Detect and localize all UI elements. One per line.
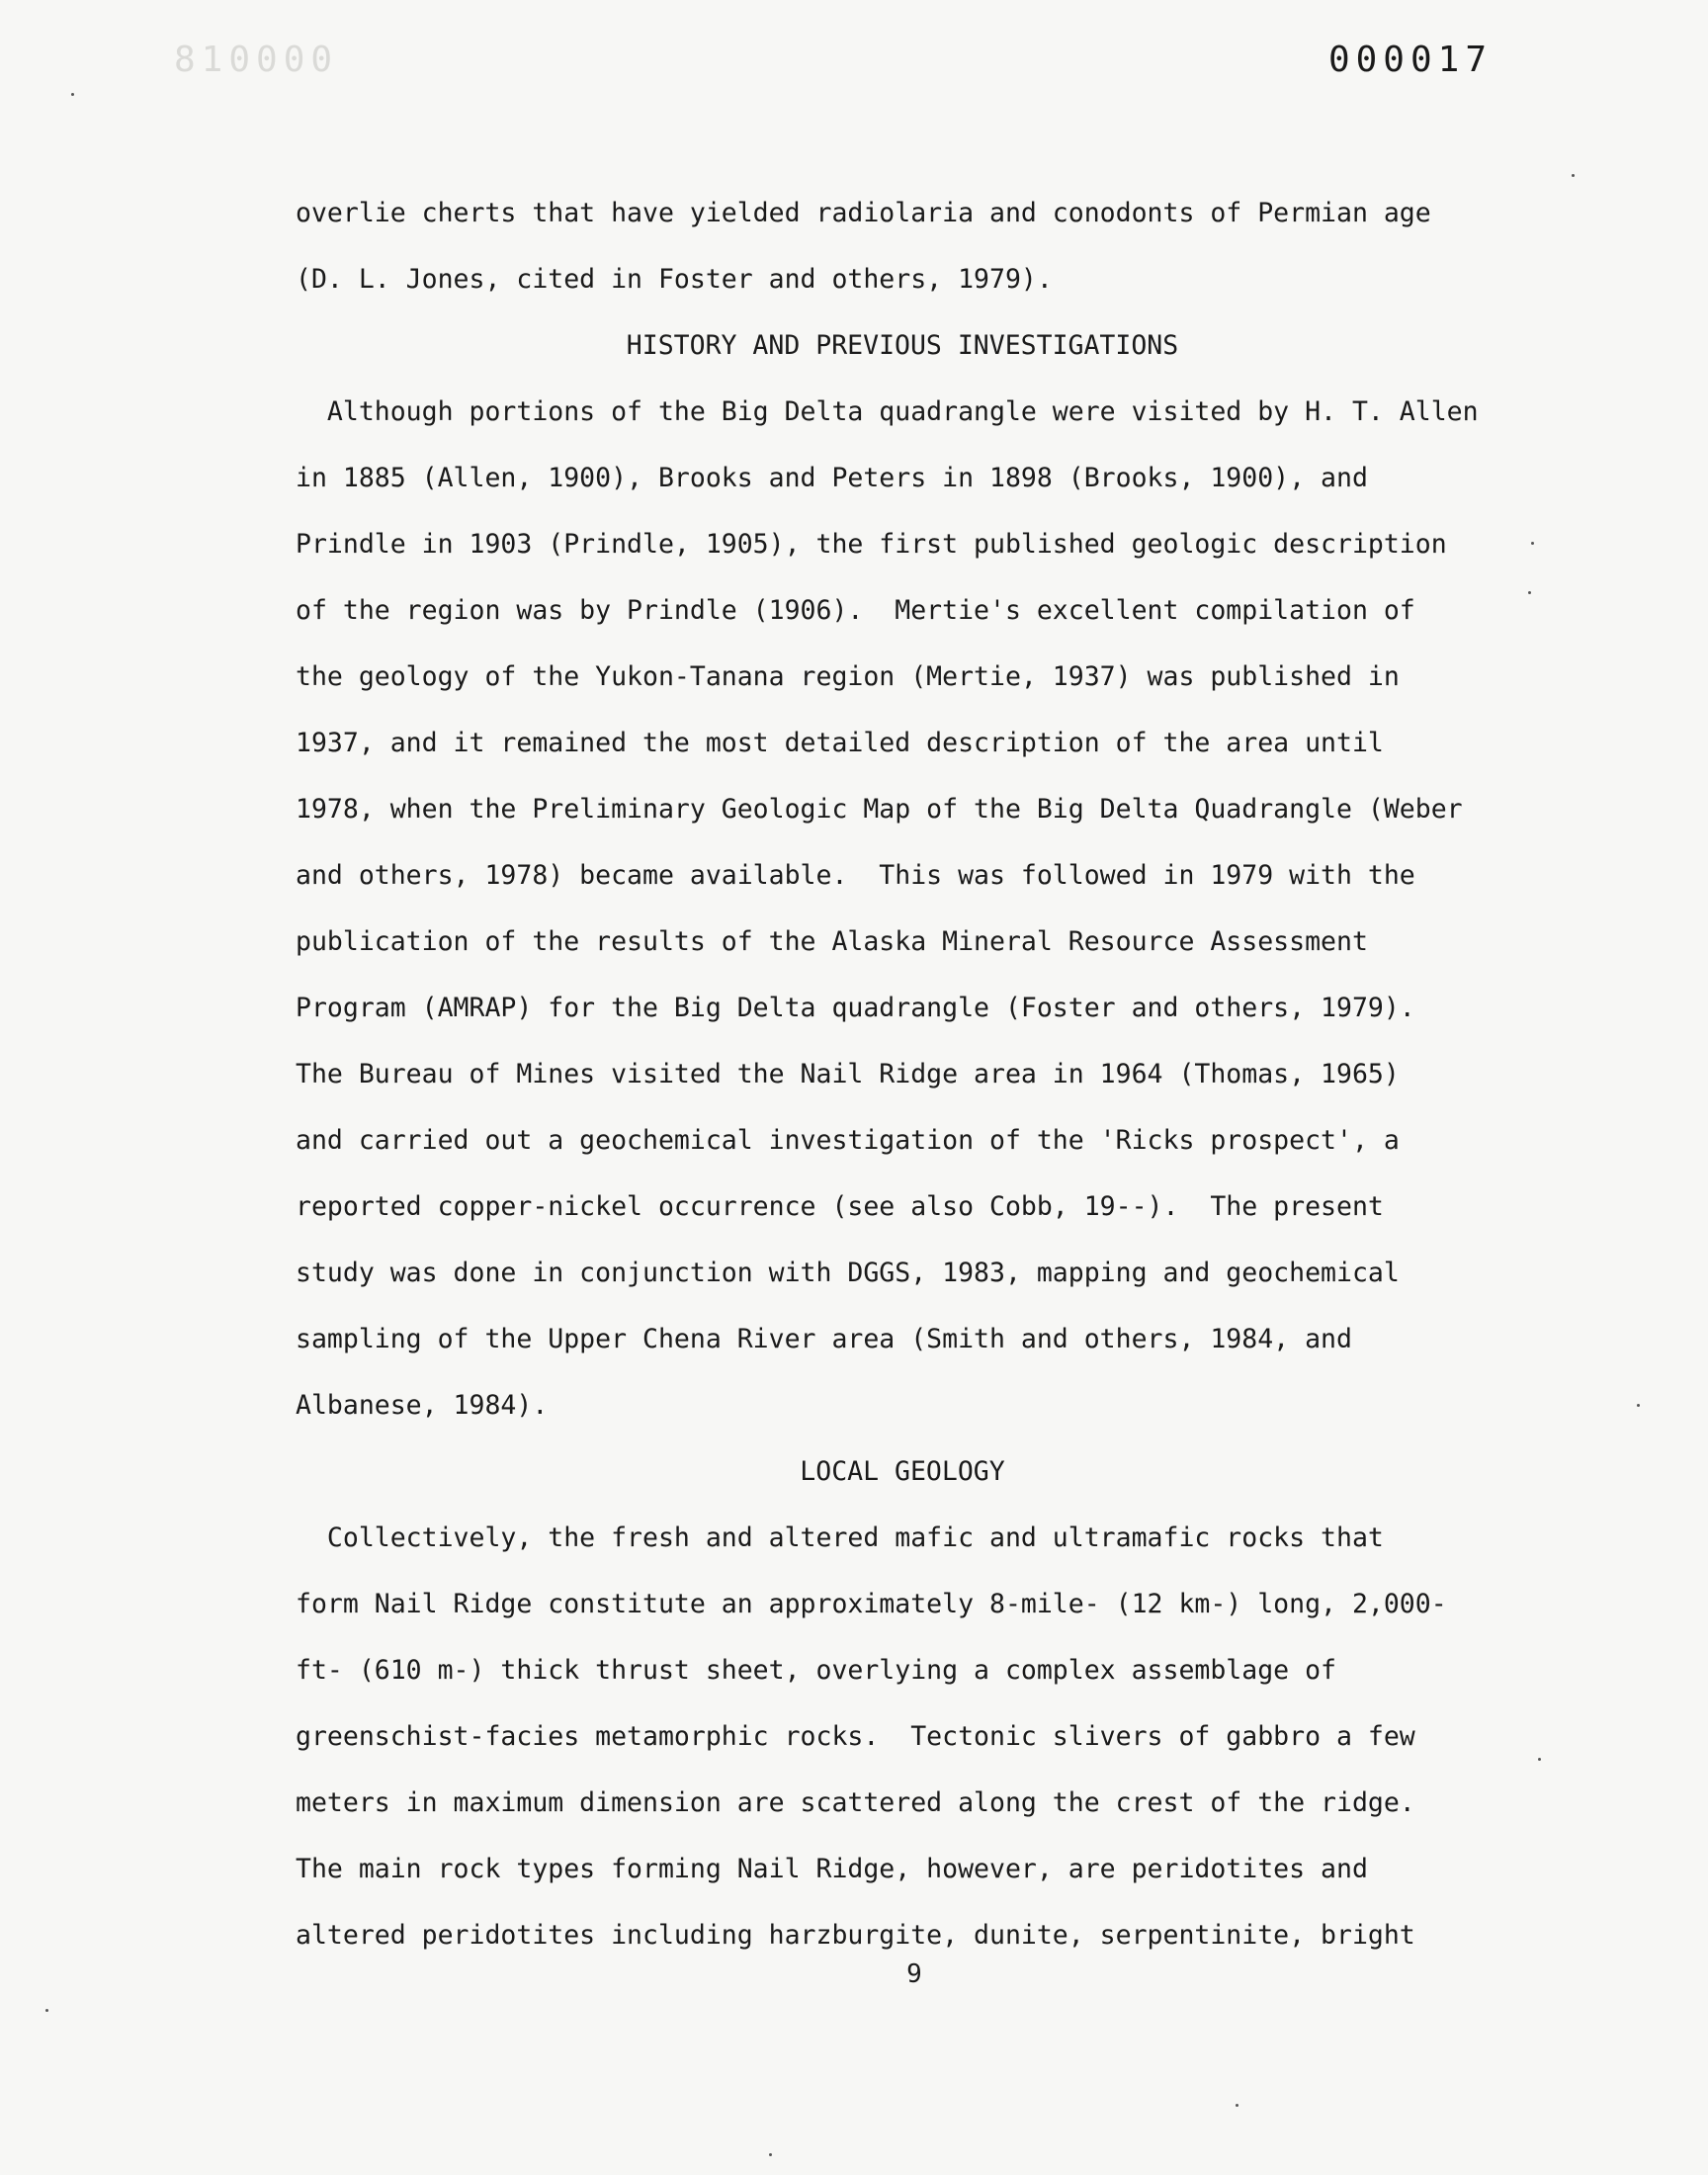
text-line: 1978, when the Preliminary Geologic Map of the Big Delta Quadrangle (Weber: [296, 794, 1463, 825]
text-line: Program (AMRAP) for the Big Delta quadrangle (Foster and others, 1979).: [296, 993, 1415, 1023]
text-line: sampling of the Upper Chena River area (Smith and others, 1984, and: [296, 1324, 1352, 1354]
section-heading: HISTORY AND PREVIOUS INVESTIGATIONS: [626, 330, 1179, 361]
page-number: 9: [906, 1959, 922, 1989]
text-line: altered peridotites including harzburgite, dunite, serpentinite, bright: [296, 1920, 1415, 1951]
text-line: Albanese, 1984).: [296, 1390, 549, 1421]
scan-speck: [1528, 591, 1531, 594]
document-number: 000017: [1327, 40, 1493, 80]
text-line: 1937, and it remained the most detailed description of the area until: [296, 728, 1384, 758]
scan-speck: [45, 2009, 48, 2012]
text-line: publication of the results of the Alaska Mineral Resource Assessment: [296, 926, 1368, 957]
text-line: and carried out a geochemical investigation of the 'Ricks prospect', a: [296, 1125, 1400, 1156]
bleed-through-document-number: 810000: [174, 40, 339, 80]
text-line: greenschist-facies metamorphic rocks. Tectonic slivers of gabbro a few: [296, 1721, 1415, 1752]
text-line: overlie cherts that have yielded radiolaria and conodonts of Permian age: [296, 198, 1431, 228]
text-line: of the region was by Prindle (1906). Mertie's excellent compilation of: [296, 595, 1415, 626]
text-line: ft- (610 m-) thick thrust sheet, overlying a complex assemblage of: [296, 1655, 1336, 1686]
scan-speck: [1538, 1758, 1541, 1761]
section-heading: LOCAL GEOLOGY: [800, 1456, 1005, 1487]
scan-speck: [71, 93, 74, 96]
text-line: reported copper-nickel occurrence (see also Cobb, 19--). The present: [296, 1191, 1384, 1222]
text-line: (D. L. Jones, cited in Foster and others, 1979).: [296, 264, 1053, 295]
scan-speck: [1531, 542, 1534, 545]
scan-speck: [769, 2153, 772, 2156]
scan-speck: [1637, 1404, 1640, 1407]
scan-speck: [1236, 2104, 1238, 2107]
body-text: [296, 180, 1541, 1968]
text-line: in 1885 (Allen, 1900), Brooks and Peters in 1898 (Brooks, 1900), and: [296, 463, 1368, 493]
text-line: Although portions of the Big Delta quadrangle were visited by H. T. Allen: [296, 396, 1479, 427]
text-line: the geology of the Yukon-Tanana region (Mertie, 1937) was published in: [296, 661, 1400, 692]
text-line: study was done in conjunction with DGGS, 1983, mapping and geochemical: [296, 1258, 1400, 1288]
text-line: and others, 1978) became available. This was followed in 1979 with the: [296, 860, 1415, 891]
text-line: Prindle in 1903 (Prindle, 1905), the first published geologic description: [296, 529, 1447, 560]
scan-speck: [1572, 174, 1575, 177]
text-line: The Bureau of Mines visited the Nail Ridge area in 1964 (Thomas, 1965): [296, 1059, 1400, 1089]
text-line: The main rock types forming Nail Ridge, however, are peridotites and: [296, 1854, 1368, 1884]
text-line: meters in maximum dimension are scattered along the crest of the ridge.: [296, 1787, 1415, 1818]
text-line: Collectively, the fresh and altered mafic and ultramafic rocks that: [296, 1522, 1384, 1553]
text-line: form Nail Ridge constitute an approximately 8-mile- (12 km-) long, 2,000-: [296, 1589, 1447, 1619]
